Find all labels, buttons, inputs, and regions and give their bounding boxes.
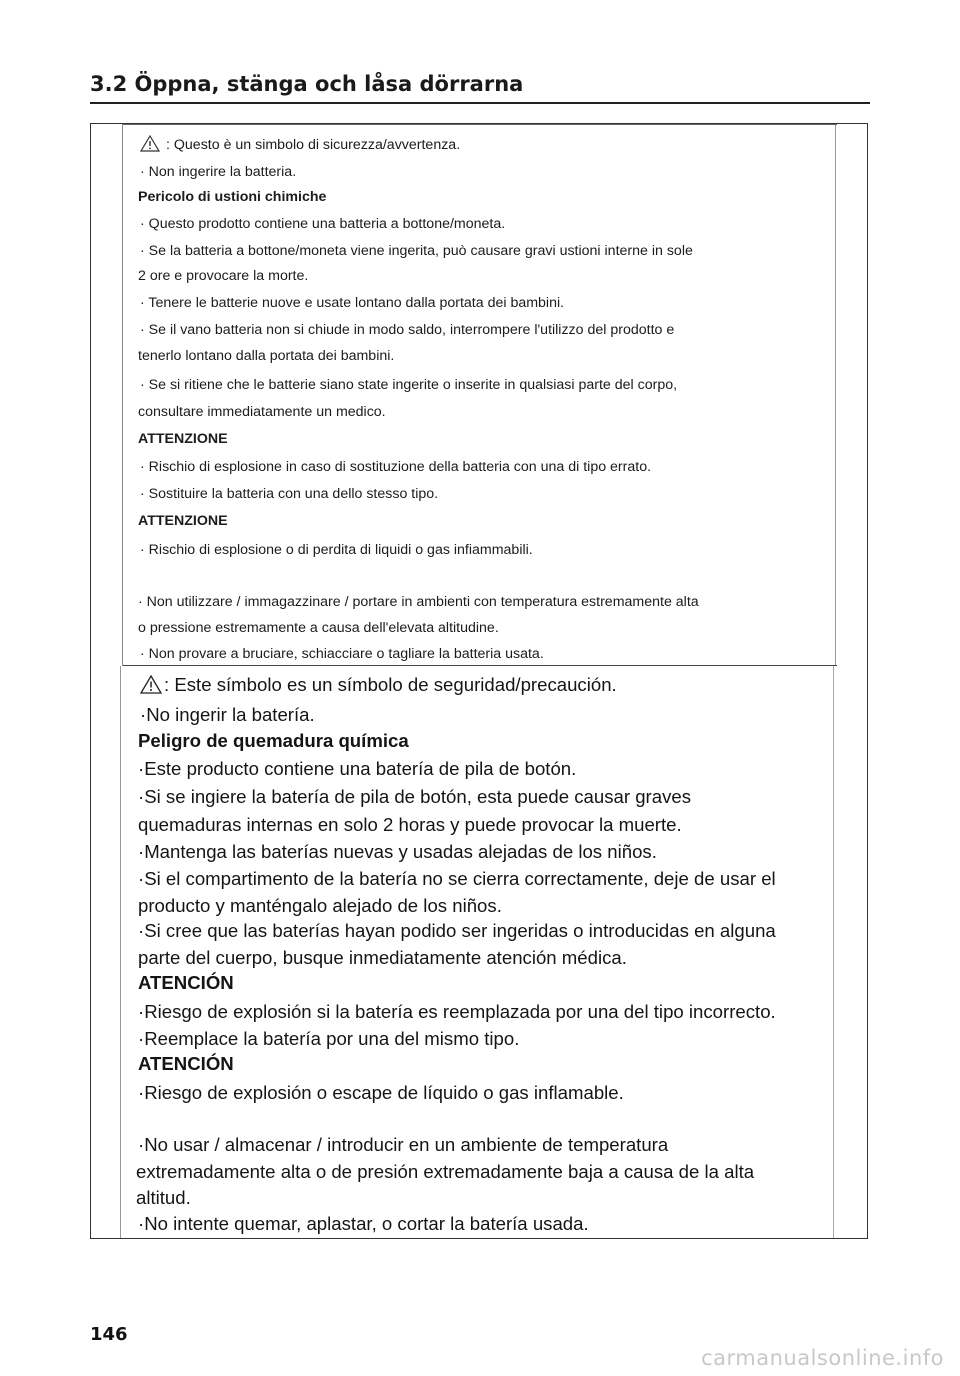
spanish-compartment-1: ·Si el compartimento de la batería no se cierra correctamente, deje de usar el (138, 868, 776, 889)
page-number: 146 (90, 1324, 128, 1345)
italian-symbol-text: : Questo è un simbolo di sicurezza/avvertenza. (166, 137, 461, 153)
spanish-replace-same: ·Reemplace la batería por una del mismo tipo. (138, 1028, 520, 1049)
italian-swallowed-1: · Se la batteria a bottone/moneta viene ingerita, può causare gravi ustioni interne in sole (140, 243, 693, 259)
spanish-no-ingest: ·No ingerir la batería. (140, 704, 315, 725)
spanish-explosion-leak: ·Riesgo de explosión o escape de líquido o gas inflamable. (138, 1082, 624, 1103)
spanish-symbol-line (140, 674, 617, 696)
italian-attention-2: ATTENZIONE (138, 513, 228, 529)
italian-swallowed-2: 2 ore e provocare la morte. (138, 268, 309, 284)
warning-triangle-icon (140, 675, 162, 694)
italian-no-burn: · Non provare a bruciare, schiacciare o tagliare la batteria usata. (140, 646, 544, 662)
spanish-no-burn: ·No intente quemar, aplastar, o cortar la batería usada. (138, 1213, 589, 1234)
italian-replace-same: · Sostituire la batteria con una dello stesso tipo. (140, 486, 439, 502)
italian-compartment-2: tenerlo lontano dalla portata dei bambini. (138, 348, 395, 364)
italian-symbol-line (140, 135, 460, 153)
spanish-swallowed-2: quemaduras internas en solo 2 horas y puede provocar la muerte. (138, 814, 682, 835)
italian-keep-away: · Tenere le batterie nuove e usate lontano dalla portata dei bambini. (140, 295, 565, 311)
warning-triangle-icon (140, 135, 160, 152)
italian-warning-block (122, 124, 836, 666)
spanish-swallowed-1: ·Si se ingiere la batería de pila de botón, esta puede causar graves (138, 786, 692, 807)
italian-temperature-1: · Non utilizzare / immagazzinare / portare in ambienti con temperatura estremamente alta (138, 594, 699, 610)
italian-medical-1: · Se si ritiene che le batterie siano state ingerite o inserite in qualsiasi parte del corpo, (140, 377, 678, 393)
italian-explosion-wrong: · Rischio di esplosione in caso di sostituzione della batteria con una di tipo errato. (140, 459, 652, 475)
italian-temperature-2: o pressione estremamente a causa dell'elevata altitudine. (138, 620, 499, 636)
spanish-compartment-2: producto y manténgalo alejado de los niños. (138, 895, 502, 916)
spanish-symbol-text: : Este símbolo es un símbolo de seguridad/precaución. (164, 674, 617, 695)
italian-contains: · Questo prodotto contiene una batteria a bottone/moneta. (140, 216, 506, 232)
spanish-attention-1: ATENCIÓN (138, 972, 234, 993)
title-divider (90, 102, 870, 104)
spanish-temperature-3: altitud. (136, 1187, 191, 1208)
spanish-heading-burn: Peligro de quemadura química (138, 730, 409, 751)
watermark: carmanualsonline.info (701, 1346, 944, 1370)
spanish-medical-2: parte del cuerpo, busque inmediatamente atención médica. (138, 947, 627, 968)
spanish-attention-2: ATENCIÓN (138, 1053, 234, 1074)
section-title: 3.2 Öppna, stänga och låsa dörrarna (90, 72, 524, 96)
italian-explosion-leak: · Rischio di esplosione o di perdita di liquidi o gas infiammabili. (140, 542, 533, 558)
italian-attention-1: ATTENZIONE (138, 431, 228, 447)
spanish-temperature-1: ·No usar / almacenar / introducir en un ambiente de temperatura (138, 1134, 669, 1155)
spanish-medical-1: ·Si cree que las baterías hayan podido ser ingeridas o introducidas en alguna (138, 920, 776, 941)
spanish-contains: ·Este producto contiene una batería de pila de botón. (138, 758, 577, 779)
italian-medical-2: consultare immediatamente un medico. (138, 404, 386, 420)
spanish-temperature-2: extremadamente alta o de presión extremadamente baja a causa de la alta (136, 1161, 755, 1182)
italian-no-ingest: · Non ingerire la batteria. (140, 164, 297, 180)
spanish-keep-away: ·Mantenga las baterías nuevas y usadas alejadas de los niños. (138, 841, 657, 862)
spanish-explosion-wrong: ·Riesgo de explosión si la batería es reemplazada por una del tipo incorrecto. (138, 1001, 776, 1022)
italian-heading-burn: Pericolo di ustioni chimiche (138, 189, 327, 205)
italian-block-top-rule (123, 124, 837, 125)
italian-compartment-1: · Se il vano batteria non si chiude in modo saldo, interrompere l'utilizzo del prodotto e (140, 322, 675, 338)
